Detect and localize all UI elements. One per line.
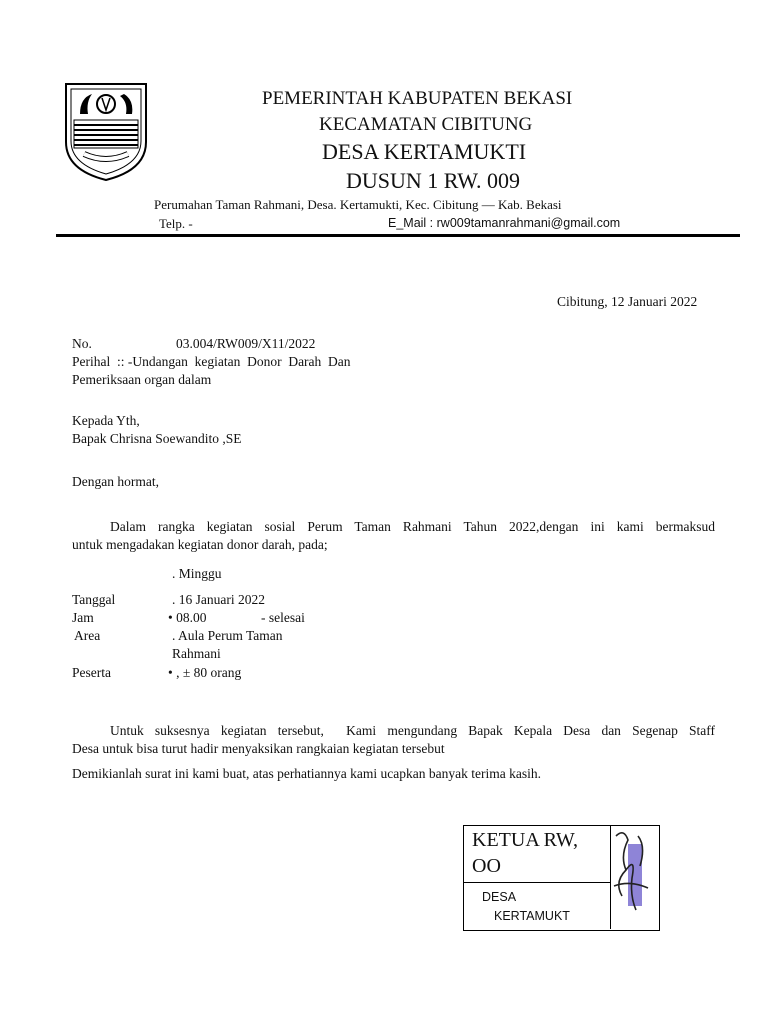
participants-value: • , ± 80 orang xyxy=(168,665,242,680)
header-rule-thick xyxy=(56,234,740,237)
intro-line-2: untuk mengadakan kegiatan donor darah, pada; xyxy=(72,537,328,552)
intro-line-1: Dalam rangka kegiatan sosial Perum Taman Rahmani Tahun 2022,dengan ini kami bermaksud xyxy=(110,519,715,534)
header-hamlet: DUSUN 1 RW. 009 xyxy=(346,168,520,193)
time-label: Jam xyxy=(72,610,94,625)
header-telp: Telp. - xyxy=(159,216,193,231)
bekasi-emblem-logo xyxy=(62,80,150,182)
subject-line-1: Perihal :: -Undangan kegiatan Donor Darah Dan xyxy=(72,354,351,369)
header-address: Perumahan Taman Rahmani, Desa. Kertamukti, Kec. Cibitung — Kab. Bekasi xyxy=(154,197,562,212)
header-government: PEMERINTAH KABUPATEN BEKASI xyxy=(262,88,573,109)
header-email: E_Mail : rw009tamanrahmani@gmail.com xyxy=(388,216,621,230)
number-label: No. xyxy=(72,336,92,351)
handwritten-signature xyxy=(610,826,656,918)
signature-divider-horizontal xyxy=(463,882,610,883)
signature-village-2: KERTAMUKT xyxy=(494,909,570,923)
salutation: Dengan hormat, xyxy=(72,474,159,489)
signature-village-1: DESA xyxy=(482,890,517,904)
closing-line-1: Untuk suksesnya kegiatan tersebut, Kami mengundang Bapak Kepala Desa dan Segenap Staff xyxy=(110,723,715,738)
area-value-1: . Aula Perum Taman xyxy=(172,628,283,643)
closing-line-3: Demikianlah surat ini kami buat, atas perhatiannya kami ucapkan banyak terima kasih. xyxy=(72,766,541,781)
closing-line-2: Desa untuk bisa turut hadir menyaksikan rangkaian kegiatan tersebut xyxy=(72,741,445,756)
signature-title-2: OO xyxy=(472,855,501,877)
header-district: KECAMATAN CIBITUNG xyxy=(319,114,533,135)
area-value-2: Rahmani xyxy=(172,646,221,661)
date-label: Tanggal xyxy=(72,592,116,607)
subject-line-2: Pemeriksaan organ dalam xyxy=(72,372,212,387)
letter-date: Cibitung, 12 Januari 2022 xyxy=(557,294,698,309)
recipient-name: Bapak Chrisna Soewandito ,SE xyxy=(72,431,242,446)
day-value: . Minggu xyxy=(172,566,222,581)
header-village: DESA KERTAMUKTI xyxy=(322,139,527,164)
date-value: . 16 Januari 2022 xyxy=(172,592,265,607)
area-label: Area xyxy=(74,628,101,643)
number-value: 03.004/RW009/X11/2022 xyxy=(176,336,316,351)
participants-label: Peserta xyxy=(72,665,111,680)
time-end: - selesai xyxy=(261,610,305,625)
recipient-greeting: Kepada Yth, xyxy=(72,413,140,428)
signature-title-1: KETUA RW, xyxy=(472,829,578,851)
time-value: • 08.00 xyxy=(168,610,207,625)
